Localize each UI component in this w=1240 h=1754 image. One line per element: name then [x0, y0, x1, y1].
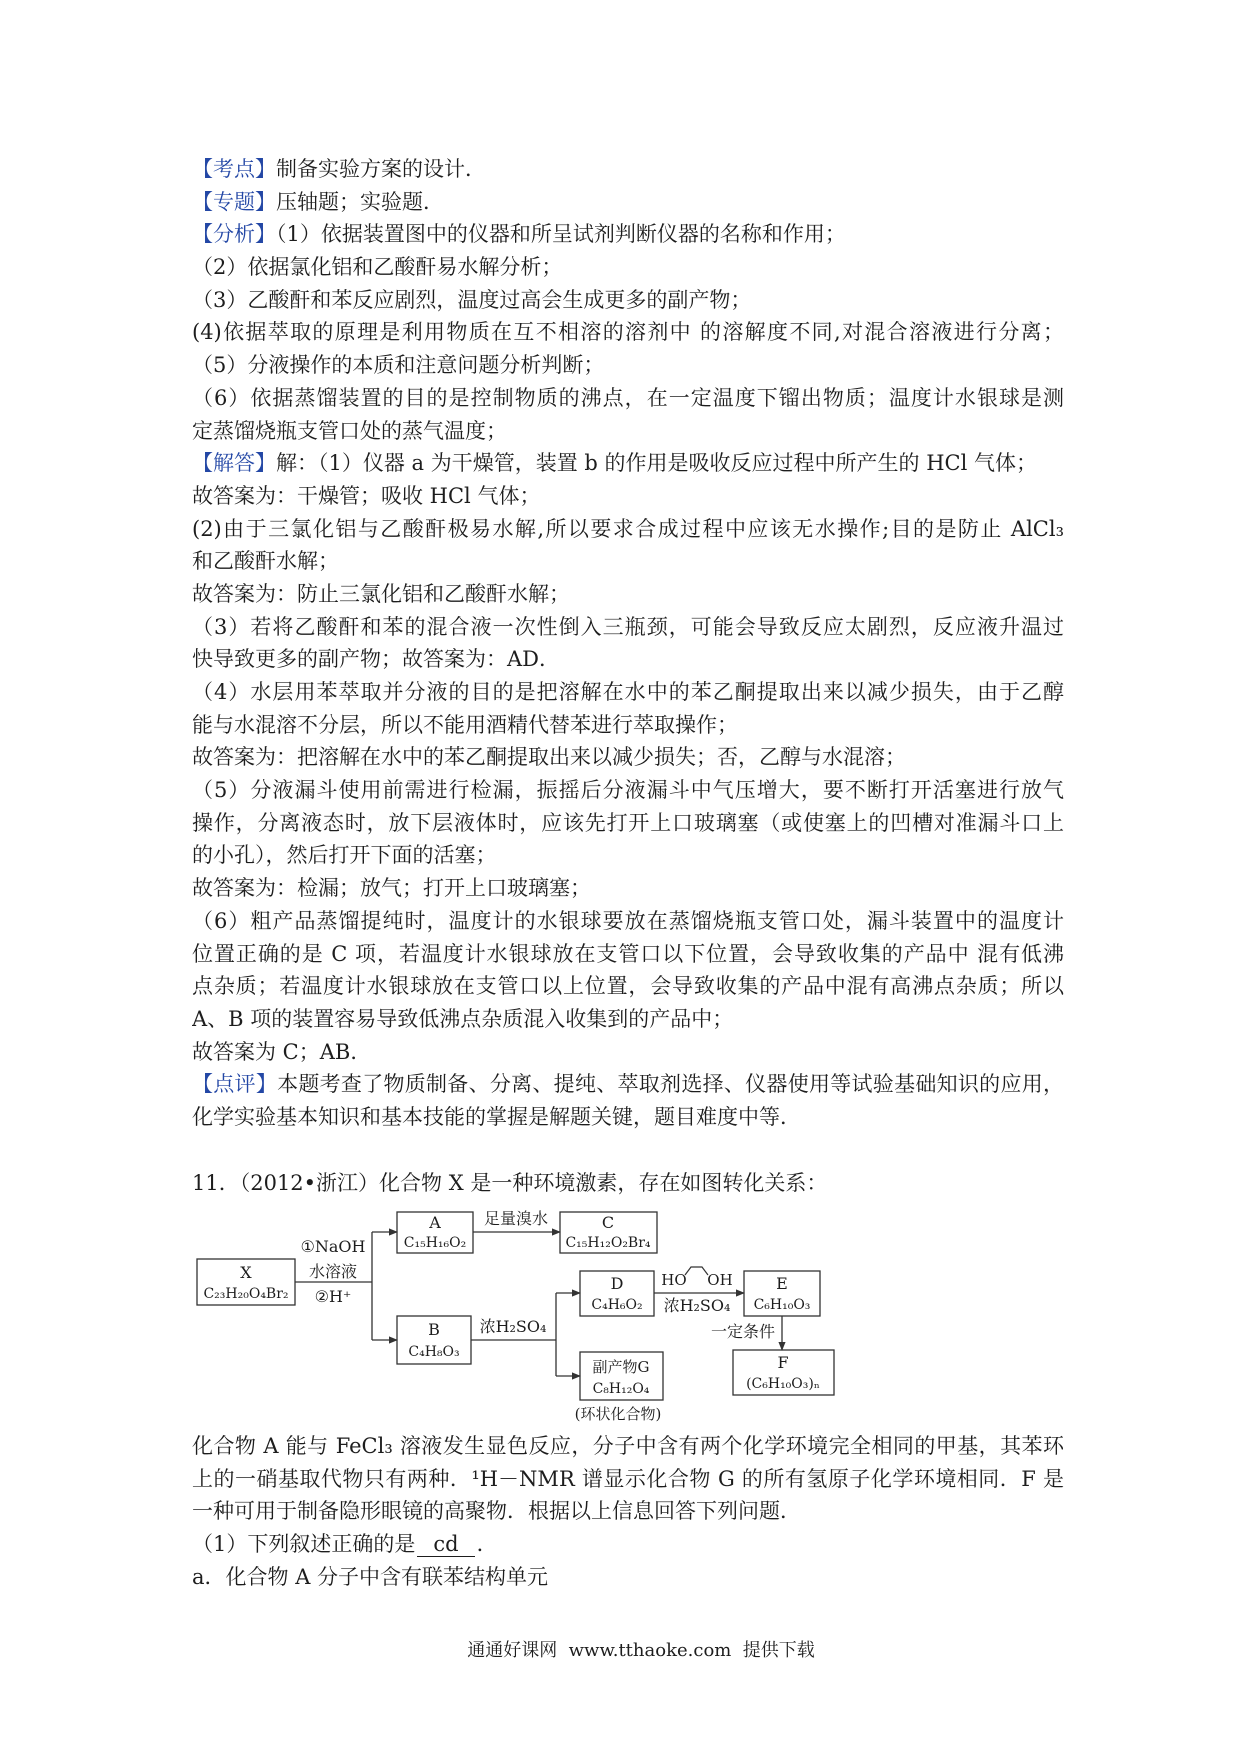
fenxi-line: 定蒸馏烧瓶支管口处的蒸气温度； [192, 418, 507, 443]
compound-label-f: F [777, 1353, 789, 1372]
jieda-line: 快导致更多的副产物；故答案为：AD． [192, 647, 561, 672]
question-title: 11．（2012•浙江）化合物 X 是一种环境激素，存在如图转化关系： [192, 1171, 828, 1195]
solution-line-fenxi [192, 218, 1064, 251]
solution-line-kaodian [192, 153, 1064, 186]
dianping-text: 本题考查了物质制备、分离、提纯、萃取剂选择、仪器使用等试验基础知识的应用， [277, 1072, 1064, 1097]
condition-conc-sulfuric-d: 浓H₂SO₄ [663, 1296, 731, 1315]
jieda-line: （6）粗产品蒸馏提纯时，温度计的水银球要放在蒸馏烧瓶支管口处，漏斗装置中的温度计 [192, 908, 1064, 933]
section-tag-kaodian: 【考点】 [192, 157, 276, 181]
jieda-line: 故答案为：把溶解在水中的苯乙酮提取出来以减少损失；否，乙醇与水混溶； [192, 745, 906, 770]
condition-aqueous: 水溶液 [308, 1262, 358, 1281]
condition-acid: ②H⁺ [314, 1287, 352, 1306]
jieda-line: 故答案为：防止三氯化铝和乙酸酐水解； [192, 581, 570, 606]
jieda-line: 故答案为 C；AB． [192, 1039, 372, 1064]
conversion-diagram [190, 1195, 850, 1427]
jieda-line: 故答案为：干燥管；吸收 HCl 气体； [192, 483, 541, 508]
condition-conc-sulfuric-b: 浓H₂SO₄ [479, 1317, 547, 1336]
jieda-text: 解：（1）仪器 a 为干燥管，装置 b 的作用是吸收反应过程中所产生的 HCl 气体； [276, 451, 1037, 476]
jieda-line: （5）分液漏斗使用前需进行检漏，振摇后分液漏斗中气压增大，要不断打开活塞进行放气 [192, 778, 1064, 803]
question-info-line: 上的一硝基取代物只有两种．¹H－NMR 谱显示化合物 G 的所有氢原子化学环境相同．F 是 [192, 1466, 1064, 1491]
section-tag-zhuanti: 【专题】 [192, 189, 276, 214]
compound-label-b: B [428, 1320, 440, 1339]
compound-formula-e: C₆H₁₀O₃ [753, 1297, 811, 1313]
fenxi-line: (4)依据萃取的原理是利用物质在互不相溶的溶剂中 的溶解度不同,对混合溶液进行分离； [192, 320, 1064, 345]
dianping-line: 化学实验基本知识和基本技能的掌握是解题关键，题目难度中等． [192, 1104, 801, 1129]
compound-formula-a: C₁₅H₁₆O₂ [403, 1235, 467, 1251]
reagent-glycol-ho: HO [661, 1271, 687, 1289]
part-1-end: ． [476, 1532, 498, 1557]
jieda-line: (2)由于三氯化铝与乙酸酐极易水解,所以要求合成过程中应该无水操作;目的是防止 AlCl₃ [192, 516, 1064, 541]
compound-formula-f: (C₆H₁₀O₃)ₙ [746, 1376, 820, 1392]
glycol-bond-icon [685, 1267, 708, 1275]
solution-section [192, 153, 1064, 1134]
jieda-line: 的小孔），然后打开下面的活塞； [192, 843, 497, 868]
condition-certain: 一定条件 [710, 1322, 775, 1341]
jieda-line: 故答案为：检漏；放气；打开上口玻璃塞； [192, 876, 591, 901]
compound-formula-b: C₄H₈O₃ [408, 1344, 460, 1360]
condition-bromine-water: 足量溴水 [483, 1209, 549, 1228]
compound-label-g: 副产物G [592, 1358, 650, 1376]
question-info-line: 化合物 A 能与 FeCl₃ 溶液发生显色反应，分子中含有两个化学环境完全相同的甲基，其苯环 [192, 1434, 1064, 1458]
compound-label-a: A [429, 1213, 441, 1232]
page-footer: 通通好课网 www.tthaoke.com 提供下载 [467, 1640, 815, 1661]
compound-note-g: (环状化合物) [574, 1405, 662, 1423]
jieda-line: 和乙酸酐水解； [192, 549, 339, 574]
reagent-glycol-oh: OH [707, 1271, 733, 1289]
fenxi-text: （1）依据装置图中的仪器和所呈试剂判断仪器的名称和作用； [276, 222, 846, 247]
section-tag-dianping: 【点评】 [192, 1072, 278, 1097]
question-info-line: 一种可用于制备隐形眼镜的高聚物．根据以上信息回答下列问题． [192, 1499, 801, 1524]
jieda-line: A、B 项的装置容易导致低沸点杂质混入收集到的产品中； [192, 1006, 734, 1031]
fenxi-line: （3）乙酸酐和苯反应剧烈，温度过高会生成更多的副产物； [192, 287, 752, 312]
compound-label-e: E [776, 1274, 788, 1293]
part-1-answer: cd [417, 1532, 474, 1557]
condition-naoh: ①NaOH [300, 1237, 366, 1256]
kaodian-text: 制备实验方案的设计． [276, 157, 486, 181]
jieda-line: （3）若将乙酸酐和苯的混合液一次性倒入三瓶颈，可能会导致反应太剧烈，反应液升温过 [192, 614, 1064, 639]
question-body [192, 1430, 1064, 1593]
jieda-line: 位置正确的是 C 项，若温度计水银球放在支管口以下位置，会导致收集的产品中 混有低沸 [192, 941, 1064, 966]
jieda-line: （4）水层用苯萃取并分液的目的是把溶解在水中的苯乙酮提取出来以减少损失，由于乙醇 [192, 680, 1064, 704]
zhuanti-text: 压轴题；实验题． [276, 189, 444, 214]
compound-formula-d: C₄H₆O₂ [591, 1297, 643, 1313]
compound-formula-x: C₂₃H₂₀O₄Br₂ [203, 1286, 289, 1302]
option-a: a．化合物 A 分子中含有联苯结构单元 [192, 1564, 549, 1589]
compound-formula-c: C₁₅H₁₂O₂Br₄ [565, 1235, 651, 1251]
solution-line-dianping [192, 1068, 1064, 1101]
fenxi-line: （2）依据氯化铝和乙酸酐易水解分析； [192, 255, 563, 280]
solution-line-jieda [192, 447, 1064, 480]
compound-label-c: C [601, 1213, 615, 1232]
jieda-line: 能与水混溶不分层，所以不能用酒精代替苯进行萃取操作； [192, 712, 738, 737]
question-part-1 [192, 1528, 1064, 1561]
jieda-line: 点杂质；若温度计水银球放在支管口以上位置，会导致收集的产品中混有高沸点杂质；所以 [192, 974, 1064, 999]
fenxi-line: （6）依据蒸馏装置的目的是控制物质的沸点，在一定温度下镏出物质；温度计水银球是测 [192, 385, 1064, 410]
part-1-prompt: （1）下列叙述正确的是 [192, 1532, 416, 1557]
compound-label-x: X [240, 1263, 252, 1282]
compound-label-d: D [610, 1274, 624, 1293]
fenxi-line: （5）分液操作的本质和注意问题分析判断； [192, 353, 605, 378]
compound-formula-g: C₈H₁₂O₄ [592, 1381, 650, 1397]
solution-line-zhuanti [192, 186, 1064, 219]
jieda-line: 操作，分离液态时，放下层液体时，应该先打开上口玻璃塞（或使塞上的凹槽对准漏斗口上 [192, 810, 1064, 835]
section-tag-jieda: 【解答】 [192, 451, 276, 476]
section-tag-fenxi: 【分析】 [192, 222, 276, 247]
